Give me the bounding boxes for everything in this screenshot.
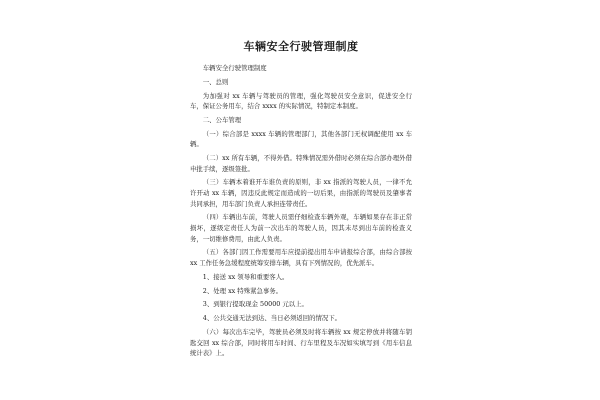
list-item: 2、处理 xx 特殊紧急事务。 — [202, 286, 283, 295]
paragraph: （五）各部门因工作需要用车应提前提出用车申请报综合部，由综合部按 xx 工作任务急缓程度统筹安排车辆，具有下列情况的，优先派车。 — [190, 248, 412, 267]
paragraph: （三）车辆本着谁开车谁负责的原则，非 xx 指派的驾驶人员，一律不允许开动 xx 车辆，因违反此规定而造成的一切后果，由指派的驾驶员及肇事者共同承担，用车部门负责人承担连带责任。 — [190, 178, 412, 208]
section-heading-general: 一、总则 — [202, 77, 229, 86]
paragraph: （一）综合部是 xxxx 车辆的管理部门，其他各部门无权调配使用 xx 车辆。 — [190, 129, 412, 149]
paragraph: （二）xx 所有车辆，不得外借。特殊情况需外借时必须在综合部办理外借申批手续，逐级签批。 — [190, 154, 412, 173]
document-subtitle: 车辆安全行驶管理制度 — [202, 64, 267, 72]
document-body — [190, 40, 412, 362]
list-item: 4、公共交通无法到达、当日必须返回的情况下。 — [202, 314, 342, 323]
list-item: 1、接送 xx 领导和重要客人。 — [202, 272, 289, 281]
paragraph: 为加强对 xx 车辆与驾驶员的管理，强化驾驶员安全意识，促进安全行车，保证公务用车，结合 xxxx 的实际情况，特制定本制度。 — [190, 91, 412, 111]
list-item: 3、到银行提取现金 50000 元以上。 — [202, 300, 308, 309]
paragraph: （四）车辆出车前，驾驶人员需仔细检查车辆外观，车辆如果存在非正常损坏，逐级定责任人为前一次出车的驾驶人员，因其未尽到出车前的检查义务，一切维修费用，由此人负责。 — [190, 213, 412, 243]
paragraph: （六）每次出车完毕，驾驶员必须及时将车辆按 xx 规定停放并将随车钥匙交回 xx 综合部，同时将用车时间、行车里程及车况如实填写到《用车信息统计表》上。 — [190, 327, 412, 358]
section-heading-vehicle-management: 二、公车管理 — [202, 115, 242, 124]
document-title: 车辆安全行驶管理制度 — [243, 40, 359, 53]
